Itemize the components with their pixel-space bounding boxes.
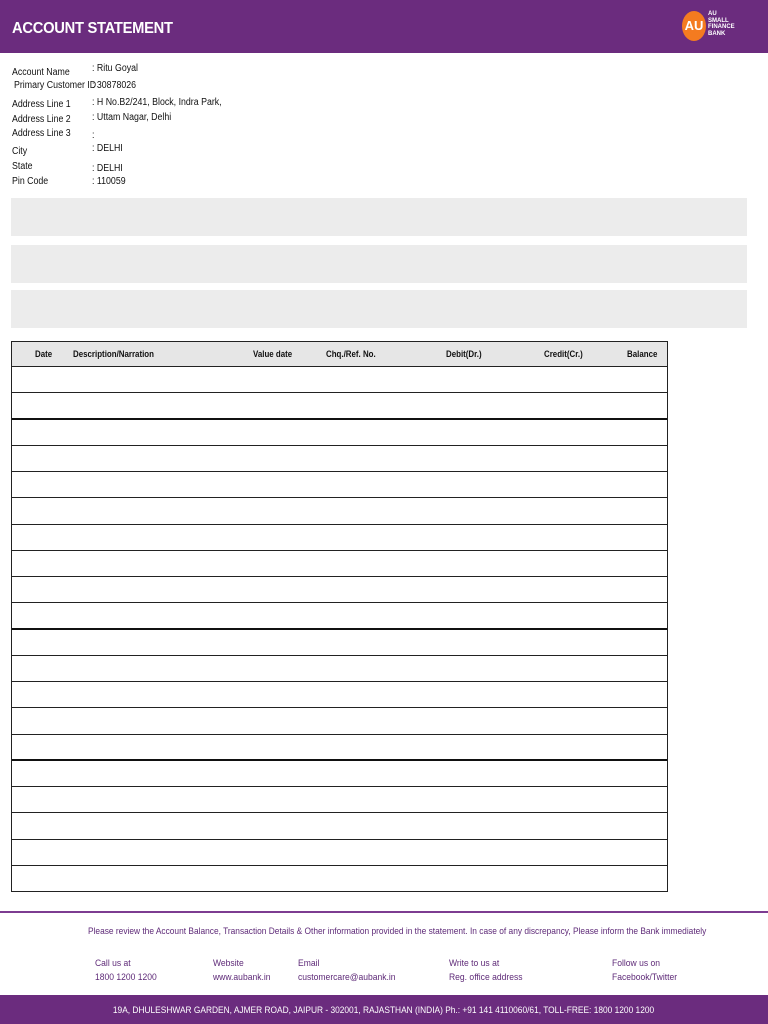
contact-email: Email customercare@aubank.in: [298, 958, 396, 983]
contact-website: Website www.aubank.in: [213, 958, 271, 983]
email-link[interactable]: customercare@aubank.in: [298, 972, 396, 983]
table-row: [12, 498, 667, 524]
table-row: [12, 840, 667, 866]
contact-social: Follow us on Facebook/Twitter: [612, 958, 678, 983]
table-row: [12, 735, 667, 761]
table-row: [12, 813, 667, 839]
col-credit: Credit(Cr.): [544, 349, 583, 359]
table-row: [12, 603, 667, 629]
table-row: [12, 446, 667, 472]
table-row: [12, 656, 667, 682]
logo-text: AU SMALL FINANCE BANK: [708, 11, 735, 37]
col-date: Date: [35, 349, 53, 359]
table-row: [12, 866, 667, 892]
registered-address: 19A, DHULESHWAR GARDEN, AJMER ROAD, JAIPUR - 302001, RAJASTHAN (INDIA) Ph.: +91 141 4110060/61, TOLL-FREE: 1800 1200 1200: [113, 1005, 655, 1016]
page-title: ACCOUNT STATEMENT: [12, 20, 173, 37]
table-row: [12, 761, 667, 787]
col-debit: Debit(Dr.): [446, 349, 482, 359]
table-row: [12, 787, 667, 813]
table-header: [12, 342, 667, 367]
summary-band-1: [11, 198, 747, 236]
table-row: [12, 630, 667, 656]
table-row: [12, 420, 667, 446]
address-bar: [0, 995, 768, 1024]
contact-write: Write to us at Reg. office address: [449, 958, 523, 983]
table-row: [12, 472, 667, 498]
contact-phone: Call us at 1800 1200 1200: [95, 958, 157, 983]
table-row: [12, 525, 667, 551]
col-value-date: Value date: [253, 349, 293, 359]
logo-mark: AU: [682, 11, 706, 41]
table-row: [12, 682, 667, 708]
summary-band-3: [11, 290, 747, 328]
table-row: [12, 708, 667, 734]
footer-divider: [0, 911, 768, 913]
au-bank-logo: [682, 9, 735, 45]
col-balance: Balance: [627, 349, 658, 359]
website-link[interactable]: www.aubank.in: [213, 972, 271, 983]
statement-header: [0, 0, 768, 53]
table-row: [12, 577, 667, 603]
discrepancy-notice: Please review the Account Balance, Transaction Details & Other information provided in the statement. In case of any discrepancy, Please inform the Bank immediately: [88, 926, 707, 937]
col-description: Description/Narration: [73, 349, 154, 359]
table-row: [12, 367, 667, 393]
col-chq-ref-no: Chq./Ref. No.: [326, 349, 376, 359]
table-row: [12, 393, 667, 419]
phone-number[interactable]: 1800 1200 1200: [95, 972, 157, 983]
office-address: Reg. office address: [449, 972, 523, 983]
transactions-table: [11, 341, 668, 892]
summary-band-2: [11, 245, 747, 283]
social-links[interactable]: Facebook/Twitter: [612, 972, 678, 983]
table-row: [12, 551, 667, 577]
